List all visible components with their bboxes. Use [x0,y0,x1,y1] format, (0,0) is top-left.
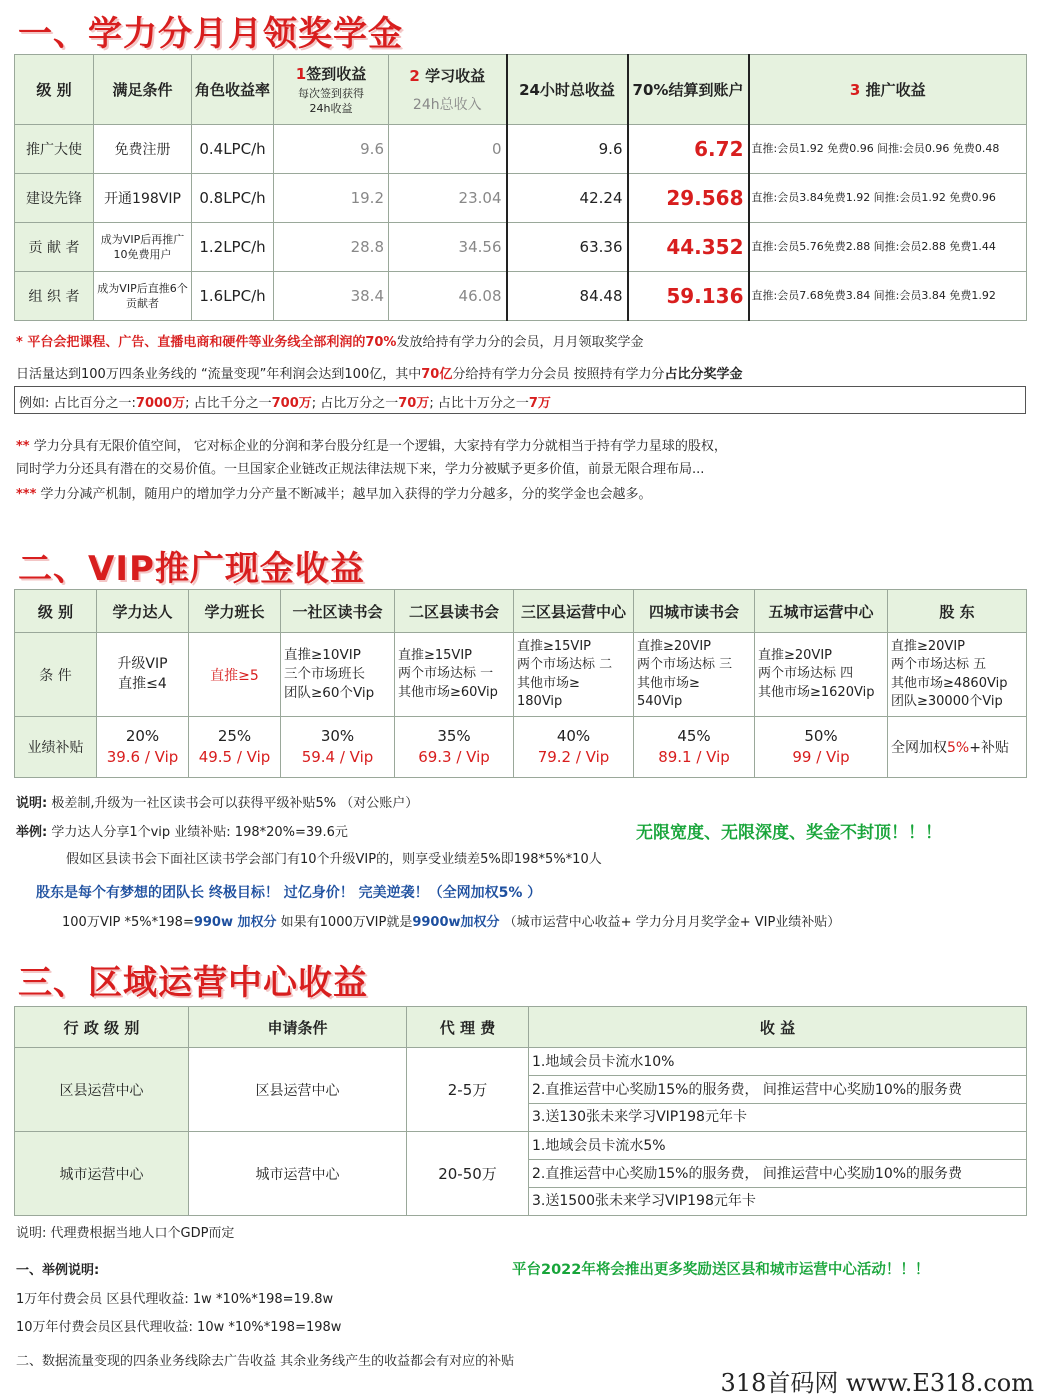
op-level: 区县运营中心 [15,1048,189,1132]
row-promo: 直推:会员5.76免费2.88 间推:会员2.88 免费1.44 [749,223,1027,272]
op-header-fee: 代 理 费 [407,1007,529,1048]
op-condition: 城市运营中心 [189,1132,407,1216]
example-box: 例如: 占比百分之一:7000万; 占比千分之一700万; 占比万分之一70万; 占比十万分之一7万 [14,386,1026,414]
section3-title: 三、区域运营中心收益 [18,963,368,1003]
weighted-calc: 100万VIP *5%*198=990w 加权分 如果有1000万VIP就是9900w加权分 （城市运营中心收益+ 学力分月月奖学金+ VIP业绩补贴） [62,915,841,930]
vip-header-county-center: 三区县运营中心 [514,590,634,633]
row-total: 84.48 [507,272,628,321]
op-header-condition: 申请条件 [189,1007,407,1048]
op-condition: 区县运营中心 [189,1048,407,1132]
bonus-label: 业绩补贴 [15,717,97,778]
condition-cell: 直推≥15VIP 两个市场达标 二 其他市场≥ 180Vip [514,633,634,717]
header-total24: 24小时总收益 [507,55,628,125]
header-settle70: 70%结算到账户 [628,55,749,125]
bonus-cell: 25% 49.5 / Vip [189,717,281,778]
row-rate: 1.6LPC/h [192,272,274,321]
note-value-2: 同时学力分还具有潜在的交易价值。一旦国家企业链改正规法律法规下来，学力分被赋予更多价值，前景无限合理布局... [16,462,705,477]
traffic-subsidy: 二、数据流量变现的四条业务线除去广告收益 其余业务线产生的收益都会有对应的补贴 [16,1354,515,1369]
row-signin: 28.8 [274,223,389,272]
example-county-2: 10万年付费会员区县代理收益: 10w *10%*198=198w [16,1320,342,1335]
header-signin [274,55,389,125]
row-promo: 直推:会员3.84免费1.92 间推:会员1.92 免费0.96 [749,174,1027,223]
table-row [15,1048,1027,1132]
signin-number: 1 [295,64,307,83]
signin-subtitle: 每次签到获得24h收益 [298,86,364,115]
vip-header-shareholder: 股 东 [888,590,1027,633]
vip-header-city-club: 四城市读书会 [634,590,755,633]
row-total: 42.24 [507,174,628,223]
row-promo: 直推:会员1.92 免费0.96 间推:会员0.96 免费0.48 [749,125,1027,174]
vip-assume: 假如区县读书会下面社区读书学会部门有10个升级VIP的，则享受业绩差5%即198*5%*10人 [66,852,602,867]
row-settle: 6.72 [628,125,749,174]
row-condition: 成为VIP后直推6个贡献者 [94,272,192,321]
section2-title: 二、VIP推广现金收益 [18,549,365,589]
bonus-cell: 20% 39.6 / Vip [97,717,189,778]
condition-cell: 直推≥10VIP 三个市场班长 团队≥60个Vip [281,633,395,717]
bonus-cell: 50% 99 / Vip [755,717,888,778]
op-fee: 2-5万 [407,1048,529,1132]
table-row [15,174,1027,223]
conditions-label: 条 件 [15,633,97,717]
row-study: 34.56 [389,223,507,272]
row-settle: 44.352 [628,223,749,272]
signin-title: 签到收益 [306,64,367,83]
table-row [15,272,1027,321]
study-title: 学习收益 [425,67,486,85]
header-rate: 角色收益率 [192,55,274,125]
header-level: 级 别 [15,55,94,125]
note-profit: * 平台会把课程、广告、直播电商和硬件等业务线全部利润的70%发放给持有学力分的会员，月月领取奖学金 [16,335,644,350]
example-title: 一、举例说明: [16,1263,100,1278]
promo-number: 3 [849,81,861,99]
note-traffic: 日活量达到100万四条业务线的 “流量变现”年利润会达到100亿，其中70亿分给持有学力分会员 按照持有学力分占比分奖学金 [16,367,743,382]
operation-center-table [14,1006,1027,1216]
table-row [15,223,1027,272]
example-county-1: 1万年付费会员 区县代理收益: 1w *10%*198=19.8w [16,1292,334,1307]
fee-note: 说明: 代理费根据当地人口个GDP而定 [16,1226,235,1241]
row-signin: 19.2 [274,174,389,223]
promo-2022: 平台2022年将会推出更多奖励送区县和城市运营中心活动！！！ [512,1262,930,1278]
scholarship-table [14,54,1027,321]
row-rate: 1.2LPC/h [192,223,274,272]
vip-header-community: 一社区读书会 [281,590,395,633]
condition-cell: 直推≥20VIP 两个市场达标 三 其他市场≥ 540Vip [634,633,755,717]
vip-header-monitor: 学力班长 [189,590,281,633]
vip-header-city-center: 五城市运营中心 [755,590,888,633]
row-total: 9.6 [507,125,628,174]
row-level: 推广大使 [15,125,94,174]
condition-cell: 直推≥5 [189,633,281,717]
vip-table [14,589,1027,778]
row-level: 贡 献 者 [15,223,94,272]
shareholder-goal: 股东是每个有梦想的团队长 终极目标！ 过亿身价！ 完美逆袭！（全网加权5% ） [36,885,542,901]
header-promo [749,55,1027,125]
row-rate: 0.4LPC/h [192,125,274,174]
vip-example: 举例: 学力达人分享1个vip 业绩补贴: 198*20%=39.6元 [16,825,348,840]
row-promo: 直推:会员7.68免费3.84 间推:会员3.84 免费1.92 [749,272,1027,321]
op-fee: 20-50万 [407,1132,529,1216]
condition-cell: 直推≥20VIP 两个市场达标 四 其他市场≥1620Vip [755,633,888,717]
bonus-cell: 35% 69.3 / Vip [395,717,514,778]
row-condition: 开通198VIP [94,174,192,223]
header-study [389,55,507,125]
row-signin: 38.4 [274,272,389,321]
study-number: 2 [409,67,420,85]
vip-header-learner: 学力达人 [97,590,189,633]
op-header-benefit: 收 益 [529,1007,1027,1048]
table-row [15,125,1027,174]
row-level: 组 织 者 [15,272,94,321]
vip-header-level: 级 别 [15,590,97,633]
condition-cell: 直推≥20VIP 两个市场达标 五 其他市场≥4860Vip 团队≥30000个Vip [888,633,1027,717]
watermark: 318首码网 www.E318.com [720,1369,1034,1397]
section1-title: 一、学力分月月领奖学金 [18,14,403,54]
row-settle: 29.568 [628,174,749,223]
header-condition: 满足条件 [94,55,192,125]
row-condition: 免费注册 [94,125,192,174]
vip-header-county-club: 二区县读书会 [395,590,514,633]
note-value: ** 学力分具有无限价值空间， 它对标企业的分润和茅台股分红是一个逻辑，大家持有学力分就相当于持有学力星球的股权， [16,439,727,454]
conditions-row [15,633,1027,717]
unlimited-slogan: 无限宽度、无限深度、奖金不封顶！！！ [636,823,942,843]
row-study: 0 [389,125,507,174]
row-condition: 成为VIP后再推广10免费用户 [94,223,192,272]
bonus-cell: 40% 79.2 / Vip [514,717,634,778]
op-benefits: 1.地域会员卡流水10% 2.直推运营中心奖励15%的服务费， 间推运营中心奖励10%的服务费 3.送130张未来学习VIP198元年卡 [529,1048,1027,1132]
row-study: 46.08 [389,272,507,321]
op-level: 城市运营中心 [15,1132,189,1216]
condition-cell: 直推≥15VIP 两个市场达标 一 其他市场≥60Vip [395,633,514,717]
op-benefits: 1.地域会员卡流水5% 2.直推运营中心奖励15%的服务费， 间推运营中心奖励10%的服务费 3.送1500张未来学习VIP198元年卡 [529,1132,1027,1216]
condition-cell: 升级VIP 直推≤4 [97,633,189,717]
row-total: 63.36 [507,223,628,272]
note-halving: *** 学力分减产机制，随用户的增加学力分产量不断减半；越早加入获得的学力分越多，分的奖学金也会越多。 [16,487,652,502]
row-settle: 59.136 [628,272,749,321]
study-subtitle: 24h总收入 [412,97,482,113]
bonus-row [15,717,1027,778]
promo-title: 推广收益 [865,81,926,99]
row-level: 建设先锋 [15,174,94,223]
op-header-level: 行 政 级 别 [15,1007,189,1048]
bonus-cell: 45% 89.1 / Vip [634,717,755,778]
bonus-cell: 30% 59.4 / Vip [281,717,395,778]
row-study: 23.04 [389,174,507,223]
vip-explain: 说明: 极差制,升级为一社区读书会可以获得平级补贴5% （对公账户） [16,796,419,811]
row-signin: 9.6 [274,125,389,174]
shareholder-bonus: 全网加权5%+补贴 [888,717,1027,778]
row-rate: 0.8LPC/h [192,174,274,223]
table-row [15,1132,1027,1216]
